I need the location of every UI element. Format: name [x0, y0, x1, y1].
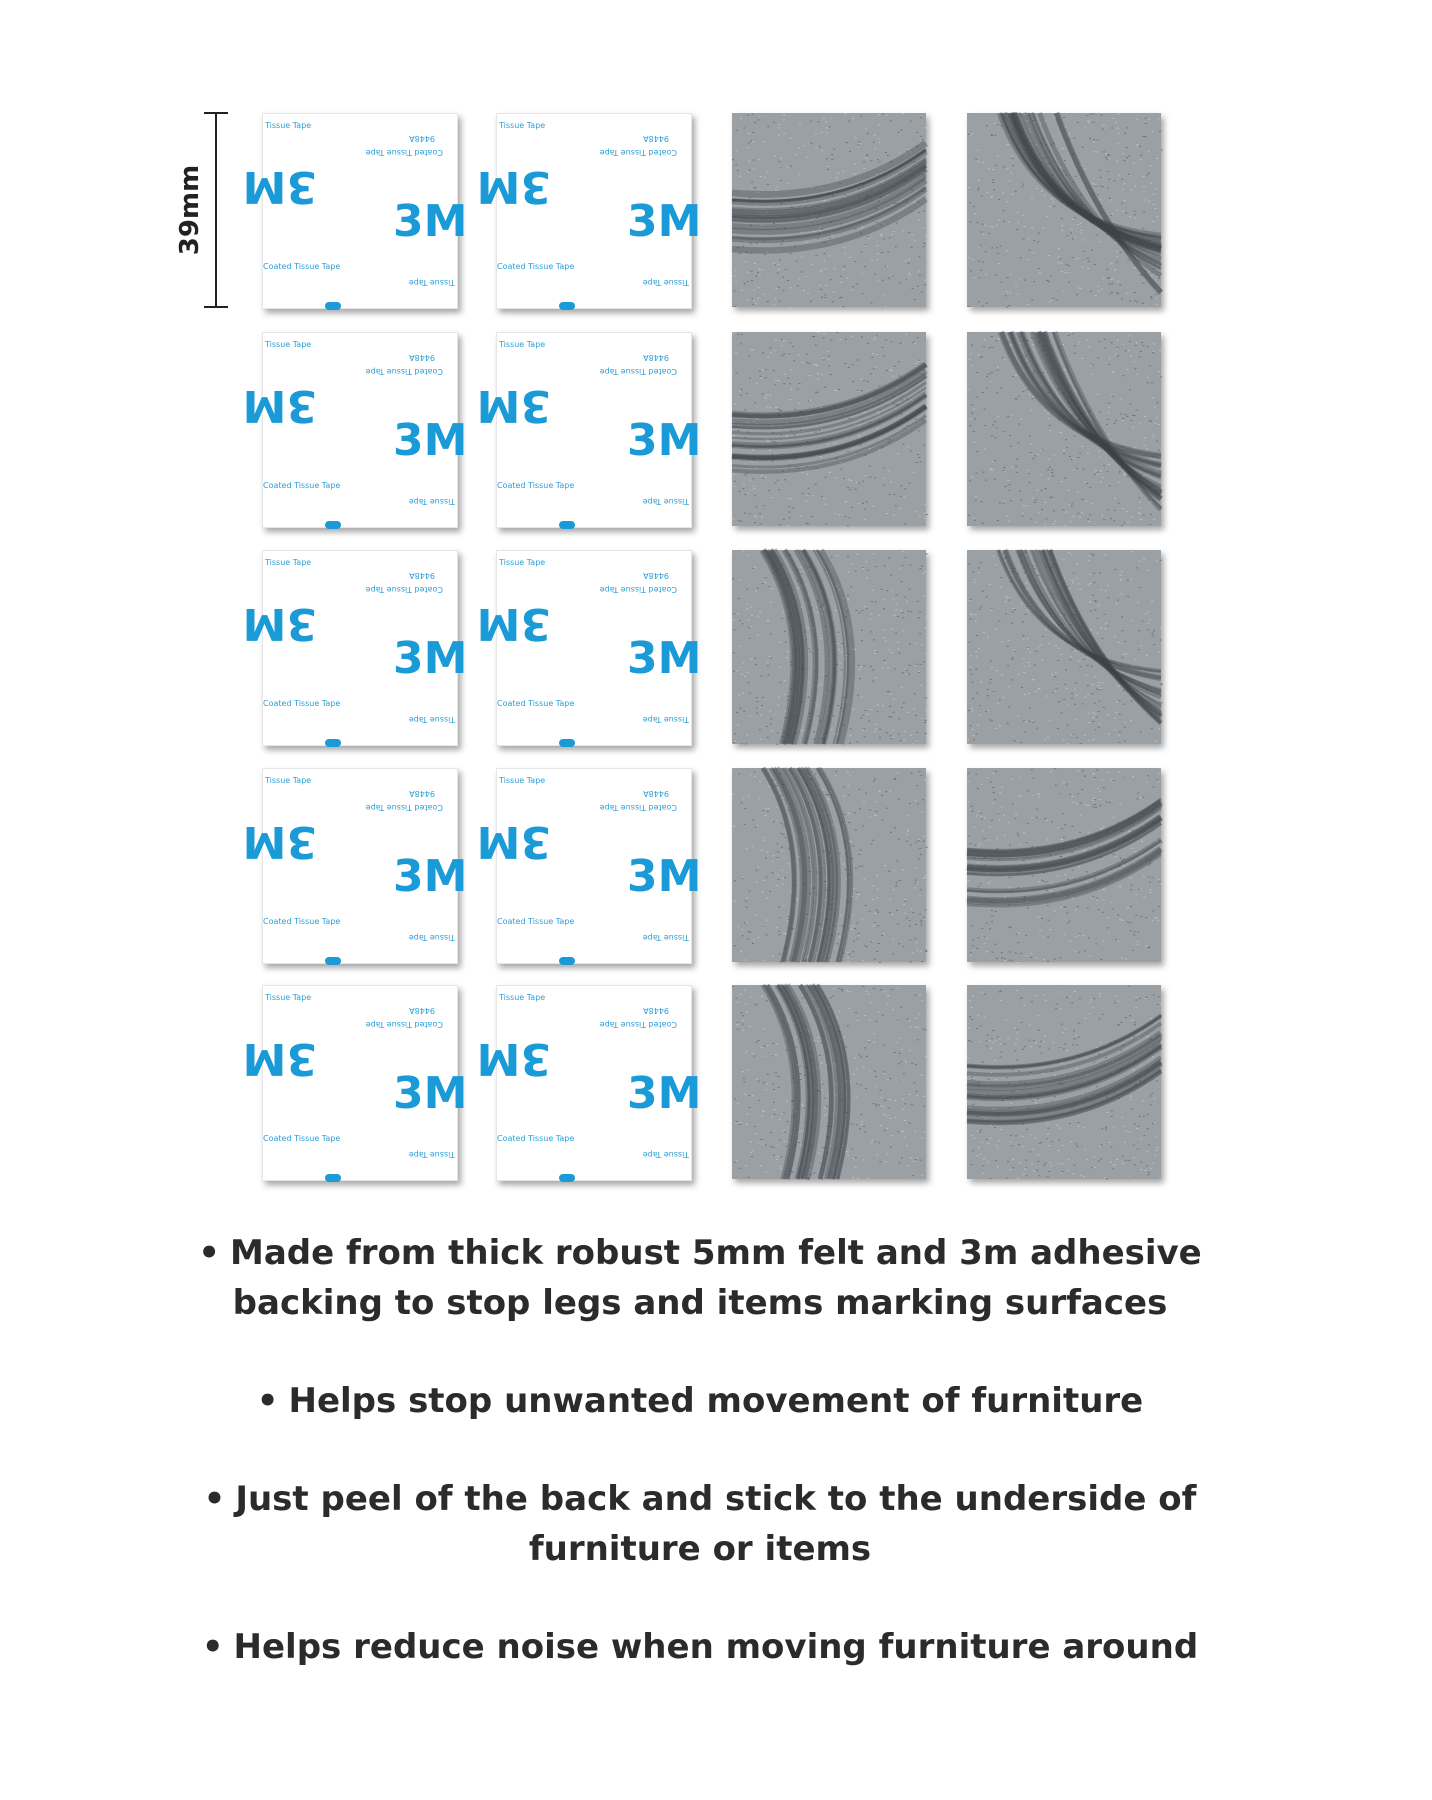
svg-text:Coated Tissue Tape: Coated Tissue Tape — [497, 917, 575, 926]
felt-pad — [967, 332, 1161, 526]
feature-text: Helps reduce noise when moving furniture around — [233, 1627, 1199, 1667]
feature-item — [120, 1228, 1280, 1328]
adhesive-backing-pad — [476, 113, 702, 309]
svg-text:9448A: 9448A — [409, 571, 435, 580]
svg-text:9448A: 9448A — [643, 571, 669, 580]
svg-text:Tissue Tape: Tissue Tape — [408, 278, 455, 287]
svg-text:9448A: 9448A — [643, 789, 669, 798]
felt-pad — [732, 550, 926, 744]
adhesive-backing-pad — [476, 550, 702, 746]
svg-text:3M: 3M — [627, 851, 702, 902]
svg-text:Tissue Tape: Tissue Tape — [265, 121, 312, 130]
feature-text: Helps stop unwanted movement of furniture — [288, 1381, 1144, 1421]
svg-text:Tissue Tape: Tissue Tape — [642, 497, 689, 506]
feature-item — [120, 1622, 1280, 1672]
svg-text:Tissue Tape: Tissue Tape — [642, 933, 689, 942]
felt-pad — [967, 768, 1161, 962]
svg-text:Tissue Tape: Tissue Tape — [642, 278, 689, 287]
svg-text:Coated Tissue Tape: Coated Tissue Tape — [365, 367, 443, 376]
svg-text:3M: 3M — [242, 380, 317, 431]
bullet-icon: • — [201, 1627, 224, 1667]
svg-text:9448A: 9448A — [409, 134, 435, 143]
svg-text:3M: 3M — [393, 415, 468, 466]
feature-item — [120, 1376, 1280, 1426]
svg-text:Coated Tissue Tape: Coated Tissue Tape — [497, 1134, 575, 1143]
svg-text:Coated Tissue Tape: Coated Tissue Tape — [599, 803, 677, 812]
svg-text:Coated Tissue Tape: Coated Tissue Tape — [599, 367, 677, 376]
svg-text:Coated Tissue Tape: Coated Tissue Tape — [365, 803, 443, 812]
felt-pad — [732, 985, 926, 1179]
svg-text:Coated Tissue Tape: Coated Tissue Tape — [599, 148, 677, 157]
svg-text:9448A: 9448A — [409, 353, 435, 362]
bullet-icon: • — [203, 1479, 226, 1519]
felt-pad — [732, 113, 926, 307]
svg-text:9448A: 9448A — [643, 1006, 669, 1015]
svg-text:9448A: 9448A — [409, 789, 435, 798]
svg-text:Coated Tissue Tape: Coated Tissue Tape — [263, 699, 341, 708]
adhesive-backing-pad — [242, 113, 468, 309]
feature-item — [120, 1474, 1280, 1574]
svg-text:3M: 3M — [627, 196, 702, 247]
felt-pad — [967, 113, 1161, 307]
svg-text:9448A: 9448A — [643, 353, 669, 362]
dimension-cap-bottom — [204, 306, 228, 308]
svg-text:Tissue Tape: Tissue Tape — [642, 1150, 689, 1159]
felt-pad — [967, 985, 1161, 1179]
dimension-marker — [170, 112, 250, 308]
adhesive-backing-pad — [476, 768, 702, 964]
svg-text:Coated Tissue Tape: Coated Tissue Tape — [263, 481, 341, 490]
svg-text:3M: 3M — [393, 633, 468, 684]
svg-text:Tissue Tape: Tissue Tape — [499, 340, 546, 349]
dimension-label: 39mm — [175, 164, 205, 256]
svg-text:3M: 3M — [393, 851, 468, 902]
svg-text:3M: 3M — [393, 1068, 468, 1119]
felt-pad — [967, 550, 1161, 744]
svg-text:9448A: 9448A — [643, 134, 669, 143]
svg-text:3M: 3M — [242, 598, 317, 649]
svg-text:3M: 3M — [242, 161, 317, 212]
svg-text:9448A: 9448A — [409, 1006, 435, 1015]
svg-text:3M: 3M — [242, 816, 317, 867]
dimension-line — [215, 112, 217, 308]
felt-pad — [732, 332, 926, 526]
svg-text:Coated Tissue Tape: Coated Tissue Tape — [497, 481, 575, 490]
svg-text:Coated Tissue Tape: Coated Tissue Tape — [263, 1134, 341, 1143]
svg-text:3M: 3M — [627, 633, 702, 684]
feature-text: Made from thick robust 5mm felt and 3m adhesive backing to stop legs and items marking surfaces — [229, 1233, 1202, 1323]
svg-text:Coated Tissue Tape: Coated Tissue Tape — [599, 585, 677, 594]
svg-text:Coated Tissue Tape: Coated Tissue Tape — [497, 699, 575, 708]
feature-text: Just peel of the back and stick to the underside of furniture or items — [235, 1479, 1197, 1569]
svg-text:Coated Tissue Tape: Coated Tissue Tape — [365, 585, 443, 594]
svg-text:Tissue Tape: Tissue Tape — [408, 933, 455, 942]
svg-text:Coated Tissue Tape: Coated Tissue Tape — [365, 1020, 443, 1029]
svg-text:Tissue Tape: Tissue Tape — [265, 776, 312, 785]
svg-text:Tissue Tape: Tissue Tape — [499, 558, 546, 567]
adhesive-backing-pad — [242, 985, 468, 1181]
adhesive-backing-pad — [476, 332, 702, 528]
svg-text:Tissue Tape: Tissue Tape — [499, 776, 546, 785]
svg-text:3M: 3M — [242, 1033, 317, 1084]
svg-text:Tissue Tape: Tissue Tape — [265, 340, 312, 349]
adhesive-backing-pad — [242, 550, 468, 746]
svg-text:Tissue Tape: Tissue Tape — [408, 715, 455, 724]
svg-text:Tissue Tape: Tissue Tape — [265, 993, 312, 1002]
bullet-icon: • — [198, 1233, 220, 1273]
svg-text:3M: 3M — [627, 415, 702, 466]
svg-text:Tissue Tape: Tissue Tape — [499, 121, 546, 130]
svg-text:3M: 3M — [476, 380, 551, 431]
svg-text:Coated Tissue Tape: Coated Tissue Tape — [365, 148, 443, 157]
svg-text:Tissue Tape: Tissue Tape — [408, 497, 455, 506]
adhesive-backing-pad — [476, 985, 702, 1181]
svg-text:3M: 3M — [476, 1033, 551, 1084]
svg-text:3M: 3M — [627, 1068, 702, 1119]
feature-list — [120, 1228, 1280, 1720]
svg-text:Tissue Tape: Tissue Tape — [642, 715, 689, 724]
svg-text:Coated Tissue Tape: Coated Tissue Tape — [263, 917, 341, 926]
svg-text:Coated Tissue Tape: Coated Tissue Tape — [263, 262, 341, 271]
svg-text:Coated Tissue Tape: Coated Tissue Tape — [497, 262, 575, 271]
svg-text:3M: 3M — [476, 161, 551, 212]
svg-text:Tissue Tape: Tissue Tape — [499, 993, 546, 1002]
bullet-icon: • — [256, 1381, 279, 1421]
svg-text:3M: 3M — [393, 196, 468, 247]
svg-text:3M: 3M — [476, 816, 551, 867]
svg-text:3M: 3M — [476, 598, 551, 649]
svg-text:Tissue Tape: Tissue Tape — [265, 558, 312, 567]
felt-pad — [732, 768, 926, 962]
svg-text:Tissue Tape: Tissue Tape — [408, 1150, 455, 1159]
adhesive-backing-pad — [242, 768, 468, 964]
adhesive-backing-pad — [242, 332, 468, 528]
svg-text:Coated Tissue Tape: Coated Tissue Tape — [599, 1020, 677, 1029]
